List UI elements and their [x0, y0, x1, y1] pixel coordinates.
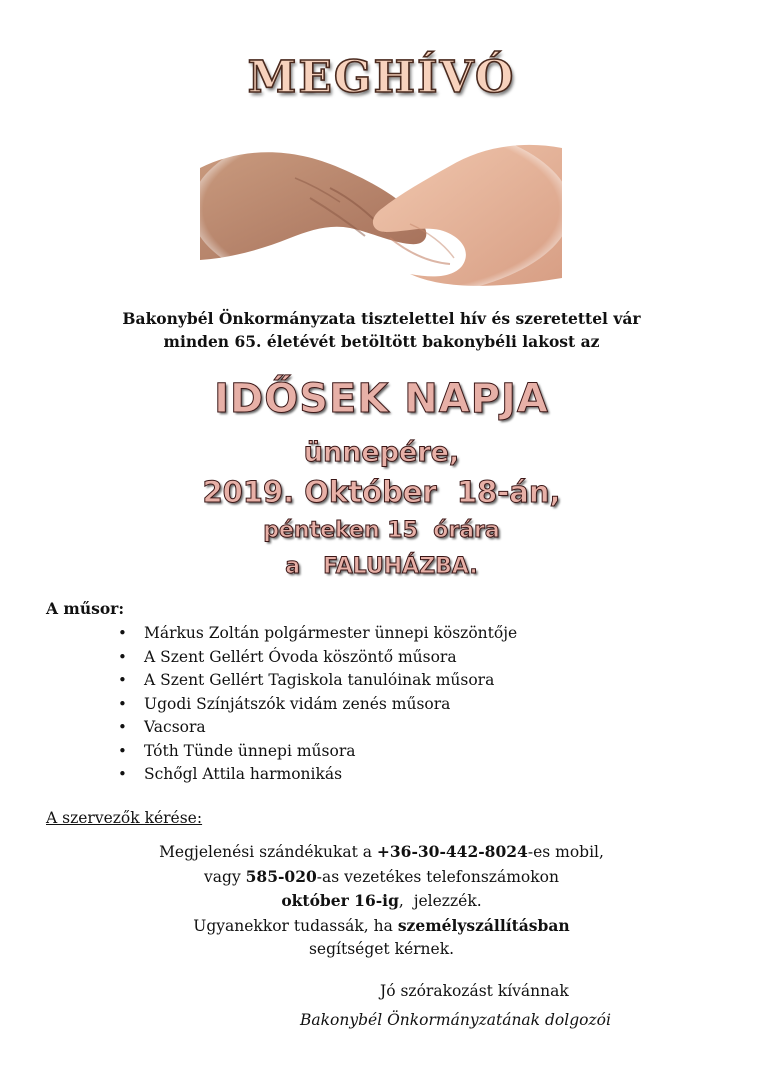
request-text-part: Megjelenési szándékukat a	[159, 843, 377, 861]
request-line-2	[0, 865, 763, 890]
intro-line-1: Bakonybél Önkormányzata tisztelettel hív és szeretettel vár	[122, 309, 641, 328]
landline-phone-number: 585-020	[245, 866, 317, 886]
request-line-1	[0, 840, 763, 865]
event-name: IDŐSEK NAPJA	[214, 376, 549, 422]
program-heading: A műsor:	[46, 599, 125, 618]
request-text	[0, 840, 763, 962]
page-title: MEGHÍVÓ	[247, 52, 516, 103]
closing-wish: Jó szórakozást kívánnak	[380, 982, 569, 1000]
list-item: • Ugodi Színjátszók vidám zenés műsora	[118, 693, 517, 717]
request-text-part: -as vezetékes telefonszámokon	[316, 867, 559, 886]
request-text-part: vagy	[204, 867, 246, 886]
mobile-phone-number: +36-30-442-8024	[376, 842, 528, 861]
request-text-part: -es mobil,	[527, 843, 604, 861]
list-item: • A Szent Gellért Tagiskola tanulóinak műsora	[118, 669, 517, 693]
program-list	[118, 622, 517, 787]
event-occasion: ünnepére,	[303, 437, 460, 468]
list-item: • Márkus Zoltán polgármester ünnepi köszöntője	[118, 622, 517, 646]
intro-line-2: minden 65. életévét betöltött bakonybéli lakost az	[163, 332, 600, 351]
request-text-part: , jelezzék.	[398, 892, 482, 910]
intro-text	[0, 307, 763, 353]
list-item: • A Szent Gellért Óvoda köszöntő műsora	[118, 646, 517, 670]
request-line-4	[0, 914, 763, 939]
transport-keyword: személyszállításban	[397, 915, 570, 935]
request-line-5: segítséget kérnek.	[308, 940, 455, 958]
event-time: pénteken 15 órára	[263, 518, 500, 543]
list-item: • Schőgl Attila harmonikás	[118, 763, 517, 787]
request-heading: A szervezők kérése:	[46, 809, 203, 827]
event-date: 2019. Október 18-án,	[202, 475, 561, 509]
request-line-3	[0, 889, 763, 914]
request-text-part: Ugyanekkor tudassák, ha	[193, 916, 398, 935]
event-place: a FALUHÁZBA.	[285, 554, 478, 579]
deadline: október 16-ig	[281, 891, 399, 910]
list-item: • Tóth Tünde ünnepi műsora	[118, 740, 517, 764]
signature: Bakonybél Önkormányzatának dolgozói	[300, 1011, 611, 1029]
holding-hands-image	[200, 128, 562, 290]
list-item: • Vacsora	[118, 716, 517, 740]
